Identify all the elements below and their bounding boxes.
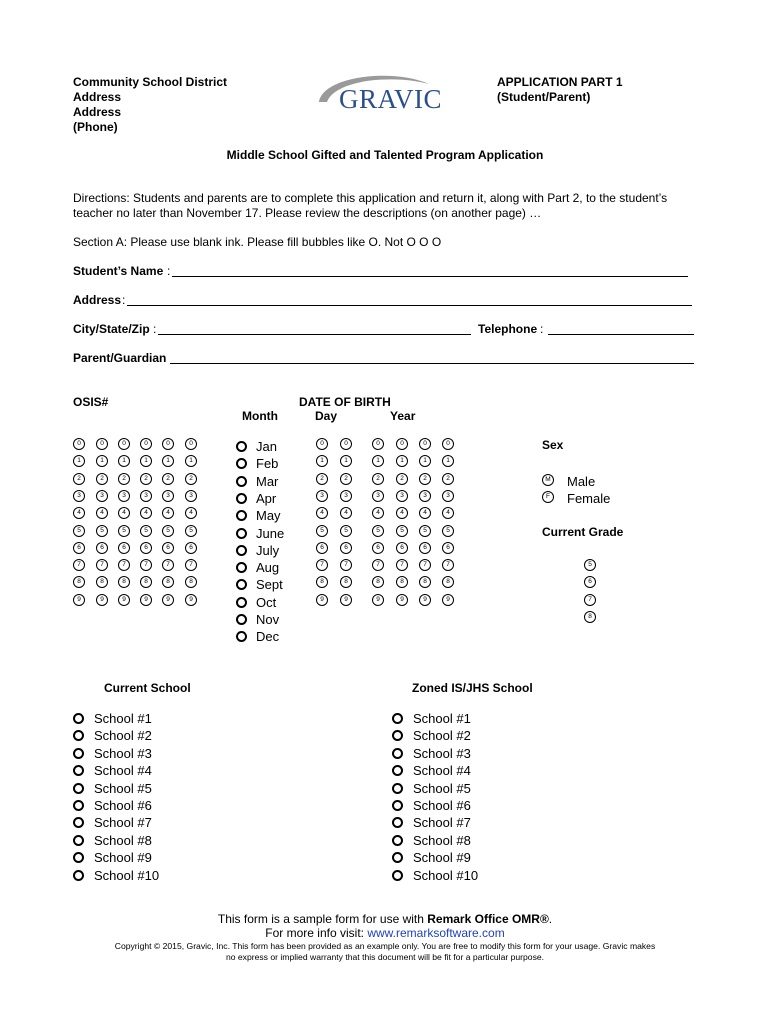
year-col1-digit-3-bubble[interactable]: 3	[372, 490, 384, 502]
city-label: City/State/Zip	[73, 322, 150, 336]
zoned-school-6-label: School #6	[413, 798, 471, 813]
osis-col3-digit-7-bubble[interactable]: 7	[118, 559, 130, 571]
osis-col2-digit-7-bubble[interactable]: 7	[96, 559, 108, 571]
current-school-10-bubble[interactable]	[73, 870, 84, 881]
sex-male-label: Male	[567, 474, 596, 489]
application-subtitle: (Student/Parent)	[497, 90, 591, 104]
month-may-label: May	[256, 508, 281, 524]
year-col2-digit-6-bubble[interactable]: 6	[396, 542, 408, 554]
footer-link[interactable]: www.remarksoftware.com	[367, 926, 505, 940]
osis-col6-digit-9-bubble[interactable]: 9	[185, 594, 197, 606]
year-col1-digit-2-bubble[interactable]: 2	[372, 473, 384, 485]
osis-col5-digit-4-bubble[interactable]: 4	[162, 507, 174, 519]
parent-label: Parent/Guardian	[73, 351, 167, 365]
year-col2-digit-2-bubble[interactable]: 2	[396, 473, 408, 485]
month-sept-label: Sept	[256, 577, 283, 593]
current-school-3-bubble[interactable]	[73, 748, 84, 759]
month-nov-label: Nov	[256, 612, 280, 627]
year-col2-digit-9-bubble[interactable]: 9	[396, 594, 408, 606]
year-col4-digit-1-bubble[interactable]: 1	[442, 455, 454, 467]
month-aug-bubble[interactable]	[236, 562, 247, 573]
zoned-school-9-label: School #9	[413, 850, 471, 866]
osis-col4-digit-0-bubble[interactable]: 0	[140, 438, 152, 450]
osis-col1-digit-0-bubble[interactable]: 0	[73, 438, 85, 450]
osis-col5-digit-1-bubble[interactable]: 1	[162, 455, 174, 467]
osis-col1-digit-2-bubble[interactable]: 2	[73, 473, 85, 485]
osis-col5-digit-9-bubble[interactable]: 9	[162, 594, 174, 606]
osis-col1-digit-8-bubble[interactable]: 8	[73, 576, 85, 588]
student-name-label: Student’s Name	[73, 264, 164, 278]
telephone-colon: :	[540, 322, 544, 336]
month-oct-label: Oct	[256, 594, 277, 610]
osis-col4-digit-3-bubble[interactable]: 3	[140, 490, 152, 502]
zoned-school-10-label: School #10	[413, 867, 479, 883]
osis-col4-digit-7-bubble[interactable]: 7	[140, 559, 152, 571]
district-phone: (Phone)	[73, 120, 118, 134]
year-col4-digit-9-bubble[interactable]: 9	[442, 594, 454, 606]
zoned-school-8-bubble[interactable]	[392, 835, 403, 846]
month-feb-label: Feb	[256, 456, 279, 472]
osis-col2-digit-2-bubble[interactable]: 2	[96, 473, 108, 485]
osis-col3-digit-1-bubble[interactable]: 1	[118, 455, 130, 467]
osis-col4-digit-9-bubble[interactable]: 9	[140, 594, 152, 606]
month-mar-label: Mar	[256, 473, 279, 489]
year-col2-digit-7-bubble[interactable]: 7	[396, 559, 408, 571]
form-title: Middle School Gifted and Talented Program Application	[226, 148, 544, 162]
directions	[73, 191, 667, 221]
zoned-school-4-label: School #4	[413, 763, 471, 779]
day-col1-digit-8-bubble[interactable]: 8	[316, 576, 328, 588]
grade-7-bubble[interactable]: 7	[584, 594, 596, 606]
month-nov-bubble[interactable]	[236, 614, 247, 625]
logo-text: GRAVIC	[339, 84, 443, 114]
section-a-instructions: Section A: Please use blank ink. Please fill bubbles like O. Not O O O	[73, 235, 442, 249]
osis-col5-digit-5-bubble[interactable]: 5	[162, 525, 174, 537]
month-july-bubble[interactable]	[236, 545, 247, 556]
footer-sample-pre: This form is a sample form for use with	[217, 912, 428, 926]
osis-col4-digit-2-bubble[interactable]: 2	[140, 473, 152, 485]
year-col3-digit-5-bubble[interactable]: 5	[419, 525, 431, 537]
day-col2-digit-7-bubble[interactable]: 7	[340, 559, 352, 571]
year-col1-digit-8-bubble[interactable]: 8	[372, 576, 384, 588]
osis-col5-digit-0-bubble[interactable]: 0	[162, 438, 174, 450]
grade-5-bubble[interactable]: 5	[584, 559, 596, 571]
day-col1-digit-3-bubble[interactable]: 3	[316, 490, 328, 502]
application-title: APPLICATION PART 1	[497, 75, 623, 89]
dob-label: DATE OF BIRTH	[299, 395, 391, 409]
month-dec-label: Dec	[256, 629, 280, 645]
month-june-bubble[interactable]	[236, 528, 247, 539]
year-col3-digit-9-bubble[interactable]: 9	[419, 594, 431, 606]
year-col1-digit-6-bubble[interactable]: 6	[372, 542, 384, 554]
telephone-line[interactable]	[548, 334, 694, 335]
day-col2-digit-2-bubble[interactable]: 2	[340, 473, 352, 485]
osis-col5-digit-7-bubble[interactable]: 7	[162, 559, 174, 571]
current-school-4-bubble[interactable]	[73, 765, 84, 776]
current-school-10-label: School #10	[94, 867, 160, 883]
osis-col5-digit-8-bubble[interactable]: 8	[162, 576, 174, 588]
osis-col3-digit-2-bubble[interactable]: 2	[118, 473, 130, 485]
current-school-2-bubble[interactable]	[73, 730, 84, 741]
osis-col1-digit-9-bubble[interactable]: 9	[73, 594, 85, 606]
day-col2-digit-6-bubble[interactable]: 6	[340, 542, 352, 554]
osis-col5-digit-6-bubble[interactable]: 6	[162, 542, 174, 554]
telephone-label: Telephone	[478, 322, 538, 336]
osis-col6-digit-5-bubble[interactable]: 5	[185, 525, 197, 537]
sex-male-bubble[interactable]: M	[542, 474, 554, 486]
month-mar-bubble[interactable]	[236, 476, 247, 487]
osis-col6-digit-6-bubble[interactable]: 6	[185, 542, 197, 554]
current-school-6-label: School #6	[94, 798, 152, 813]
zoned-school-1-bubble[interactable]	[392, 713, 403, 724]
copyright-line-1: Copyright © 2015, Gravic, Inc. This form has been provided as an example only. You are free to modify this form for your usage. Gravic makes	[114, 941, 656, 951]
day-label: Day	[315, 409, 338, 423]
osis-col4-digit-6-bubble[interactable]: 6	[140, 542, 152, 554]
zoned-school-8-label: School #8	[413, 832, 471, 848]
year-col1-digit-7-bubble[interactable]: 7	[372, 559, 384, 571]
day-col1-digit-4-bubble[interactable]: 4	[316, 507, 328, 519]
osis-label: OSIS#	[73, 395, 109, 409]
district-address-1: Address	[73, 90, 122, 104]
day-col2-digit-4-bubble[interactable]: 4	[340, 507, 352, 519]
year-col4-digit-6-bubble[interactable]: 6	[442, 542, 454, 554]
osis-col5-digit-2-bubble[interactable]: 2	[162, 473, 174, 485]
year-col1-digit-0-bubble[interactable]: 0	[372, 438, 384, 450]
address-line[interactable]	[127, 305, 692, 306]
osis-col6-digit-4-bubble[interactable]: 4	[185, 507, 197, 519]
application-part	[497, 75, 623, 105]
osis-col1-digit-3-bubble[interactable]: 3	[73, 490, 85, 502]
osis-col3-digit-4-bubble[interactable]: 4	[118, 507, 130, 519]
footer-info	[0, 926, 770, 940]
year-col3-digit-2-bubble[interactable]: 2	[419, 473, 431, 485]
osis-col4-digit-8-bubble[interactable]: 8	[140, 576, 152, 588]
parent-line[interactable]	[170, 363, 694, 364]
day-col1-digit-1-bubble[interactable]: 1	[316, 455, 328, 467]
osis-col3-digit-3-bubble[interactable]: 3	[118, 490, 130, 502]
month-label: Month	[242, 409, 278, 423]
day-col2-digit-5-bubble[interactable]: 5	[340, 525, 352, 537]
year-col1-digit-4-bubble[interactable]: 4	[372, 507, 384, 519]
osis-col1-digit-1-bubble[interactable]: 1	[73, 455, 85, 467]
month-feb-bubble[interactable]	[236, 458, 247, 469]
osis-col6-digit-8-bubble[interactable]: 8	[185, 576, 197, 588]
year-label: Year	[390, 409, 416, 423]
month-jan-label: Jan	[256, 439, 277, 454]
city-colon: :	[153, 322, 157, 336]
footer-copyright	[0, 941, 770, 963]
year-col3-digit-6-bubble[interactable]: 6	[419, 542, 431, 554]
current-school-8-label: School #8	[94, 832, 152, 848]
osis-col2-digit-8-bubble[interactable]: 8	[96, 576, 108, 588]
year-col4-digit-3-bubble[interactable]: 3	[442, 490, 454, 502]
osis-col6-digit-2-bubble[interactable]: 2	[185, 473, 197, 485]
year-col3-digit-7-bubble[interactable]: 7	[419, 559, 431, 571]
day-col2-digit-0-bubble[interactable]: 0	[340, 438, 352, 450]
current-school-6-bubble[interactable]	[73, 800, 84, 811]
day-col2-digit-3-bubble[interactable]: 3	[340, 490, 352, 502]
year-col3-digit-4-bubble[interactable]: 4	[419, 507, 431, 519]
current-school-7-label: School #7	[94, 815, 152, 831]
day-col1-digit-9-bubble[interactable]: 9	[316, 594, 328, 606]
zoned-school-6-bubble[interactable]	[392, 800, 403, 811]
address-colon: :	[122, 293, 126, 307]
zoned-school-2-label: School #2	[413, 728, 471, 744]
osis-col6-digit-3-bubble[interactable]: 3	[185, 490, 197, 502]
current-grade-label: Current Grade	[542, 525, 624, 539]
current-school-9-label: School #9	[94, 850, 152, 866]
sex-female-label: Female	[567, 491, 611, 506]
year-col2-digit-0-bubble[interactable]: 0	[396, 438, 408, 450]
year-col3-digit-1-bubble[interactable]: 1	[419, 455, 431, 467]
student-name-colon: :	[167, 264, 171, 278]
zoned-school-5-bubble[interactable]	[392, 783, 403, 794]
current-school-8-bubble[interactable]	[73, 835, 84, 846]
month-apr-label: Apr	[256, 490, 277, 506]
osis-col6-digit-0-bubble[interactable]: 0	[185, 438, 197, 450]
month-jan-bubble[interactable]	[236, 441, 247, 452]
day-col2-digit-9-bubble[interactable]: 9	[340, 594, 352, 606]
grade-6-bubble[interactable]: 6	[584, 576, 596, 588]
footer-sample-post: .	[548, 912, 553, 926]
zoned-school-9-bubble[interactable]	[392, 852, 403, 863]
year-col3-digit-8-bubble[interactable]: 8	[419, 576, 431, 588]
year-col2-digit-4-bubble[interactable]: 4	[396, 507, 408, 519]
city-line[interactable]	[158, 334, 471, 335]
month-apr-bubble[interactable]	[236, 493, 247, 504]
day-col1-digit-6-bubble[interactable]: 6	[316, 542, 328, 554]
osis-col1-digit-6-bubble[interactable]: 6	[73, 542, 85, 554]
year-col1-digit-9-bubble[interactable]: 9	[372, 594, 384, 606]
osis-col3-digit-6-bubble[interactable]: 6	[118, 542, 130, 554]
current-school-3-label: School #3	[94, 745, 152, 761]
osis-col4-digit-5-bubble[interactable]: 5	[140, 525, 152, 537]
year-col4-digit-5-bubble[interactable]: 5	[442, 525, 454, 537]
osis-col2-digit-3-bubble[interactable]: 3	[96, 490, 108, 502]
osis-col2-digit-0-bubble[interactable]: 0	[96, 438, 108, 450]
zoned-school-3-label: School #3	[413, 745, 471, 761]
month-june-label: June	[256, 525, 285, 541]
footer-sample-note	[0, 912, 770, 926]
osis-col3-digit-8-bubble[interactable]: 8	[118, 576, 130, 588]
district-name: Community School District	[73, 75, 228, 89]
day-col1-digit-7-bubble[interactable]: 7	[316, 559, 328, 571]
address-label: Address	[73, 293, 122, 307]
current-school-5-bubble[interactable]	[73, 783, 84, 794]
current-school-5-label: School #5	[94, 780, 152, 796]
sex-label: Sex	[542, 438, 564, 452]
osis-col4-digit-4-bubble[interactable]: 4	[140, 507, 152, 519]
day-col2-digit-8-bubble[interactable]: 8	[340, 576, 352, 588]
zoned-school-1-label: School #1	[413, 711, 471, 726]
month-july-label: July	[256, 542, 280, 558]
zoned-school-3-bubble[interactable]	[392, 748, 403, 759]
month-dec-bubble[interactable]	[236, 631, 247, 642]
current-school-4-label: School #4	[94, 763, 152, 779]
zoned-school-10-bubble[interactable]	[392, 870, 403, 881]
footer-info-pre: For more info visit:	[265, 926, 368, 940]
osis-col1-digit-7-bubble[interactable]: 7	[73, 559, 85, 571]
year-col4-digit-0-bubble[interactable]: 0	[442, 438, 454, 450]
district-block	[73, 75, 227, 135]
current-school-1-label: School #1	[94, 711, 152, 726]
day-col2-digit-1-bubble[interactable]: 1	[340, 455, 352, 467]
year-col2-digit-5-bubble[interactable]: 5	[396, 525, 408, 537]
year-col1-digit-1-bubble[interactable]: 1	[372, 455, 384, 467]
year-col4-digit-4-bubble[interactable]: 4	[442, 507, 454, 519]
year-col4-digit-7-bubble[interactable]: 7	[442, 559, 454, 571]
month-sept-bubble[interactable]	[236, 579, 247, 590]
osis-col2-digit-6-bubble[interactable]: 6	[96, 542, 108, 554]
zoned-school-7-bubble[interactable]	[392, 817, 403, 828]
osis-col6-digit-1-bubble[interactable]: 1	[185, 455, 197, 467]
day-col1-digit-5-bubble[interactable]: 5	[316, 525, 328, 537]
gravic-logo	[313, 68, 453, 118]
month-may-bubble[interactable]	[236, 510, 247, 521]
current-school-7-bubble[interactable]	[73, 817, 84, 828]
month-oct-bubble[interactable]	[236, 597, 247, 608]
osis-col3-digit-0-bubble[interactable]: 0	[118, 438, 130, 450]
osis-col3-digit-9-bubble[interactable]: 9	[118, 594, 130, 606]
year-col3-digit-0-bubble[interactable]: 0	[419, 438, 431, 450]
directions-line-1: Directions: Students and parents are to complete this application and return it, along with Part 2, to the student’s	[73, 191, 668, 205]
grade-8-bubble[interactable]: 8	[584, 611, 596, 623]
directions-line-2: teacher no later than November 17. Please review the descriptions (on another page) …	[73, 206, 542, 220]
zoned-school-5-label: School #5	[413, 780, 471, 796]
osis-col2-digit-9-bubble[interactable]: 9	[96, 594, 108, 606]
osis-col2-digit-5-bubble[interactable]: 5	[96, 525, 108, 537]
osis-col2-digit-1-bubble[interactable]: 1	[96, 455, 108, 467]
footer-brand: Remark Office OMR®	[427, 912, 549, 926]
day-col1-digit-2-bubble[interactable]: 2	[316, 473, 328, 485]
zoned-school-7-label: School #7	[413, 815, 471, 831]
zoned-school-2-bubble[interactable]	[392, 730, 403, 741]
day-col1-digit-0-bubble[interactable]: 0	[316, 438, 328, 450]
student-name-line[interactable]	[172, 276, 688, 277]
osis-col3-digit-5-bubble[interactable]: 5	[118, 525, 130, 537]
current-school-2-label: School #2	[94, 728, 152, 744]
osis-col4-digit-1-bubble[interactable]: 1	[140, 455, 152, 467]
osis-col2-digit-4-bubble[interactable]: 4	[96, 507, 108, 519]
year-col3-digit-3-bubble[interactable]: 3	[419, 490, 431, 502]
osis-col6-digit-7-bubble[interactable]: 7	[185, 559, 197, 571]
year-col4-digit-2-bubble[interactable]: 2	[442, 473, 454, 485]
zoned-school-label: Zoned IS/JHS School	[412, 681, 533, 695]
zoned-school-4-bubble[interactable]	[392, 765, 403, 776]
year-col2-digit-3-bubble[interactable]: 3	[396, 490, 408, 502]
copyright-line-2: no express or implied warranty that this document will be fit for a particular purpose.	[225, 952, 545, 962]
year-col2-digit-1-bubble[interactable]: 1	[396, 455, 408, 467]
month-aug-label: Aug	[256, 560, 280, 576]
osis-col1-digit-4-bubble[interactable]: 4	[73, 507, 85, 519]
year-col1-digit-5-bubble[interactable]: 5	[372, 525, 384, 537]
current-school-1-bubble[interactable]	[73, 713, 84, 724]
osis-col1-digit-5-bubble[interactable]: 5	[73, 525, 85, 537]
year-col2-digit-8-bubble[interactable]: 8	[396, 576, 408, 588]
current-school-label: Current School	[104, 681, 191, 695]
sex-female-bubble[interactable]: F	[542, 491, 554, 503]
osis-col5-digit-3-bubble[interactable]: 3	[162, 490, 174, 502]
year-col4-digit-8-bubble[interactable]: 8	[442, 576, 454, 588]
district-address-2: Address	[73, 105, 122, 119]
current-school-9-bubble[interactable]	[73, 852, 84, 863]
